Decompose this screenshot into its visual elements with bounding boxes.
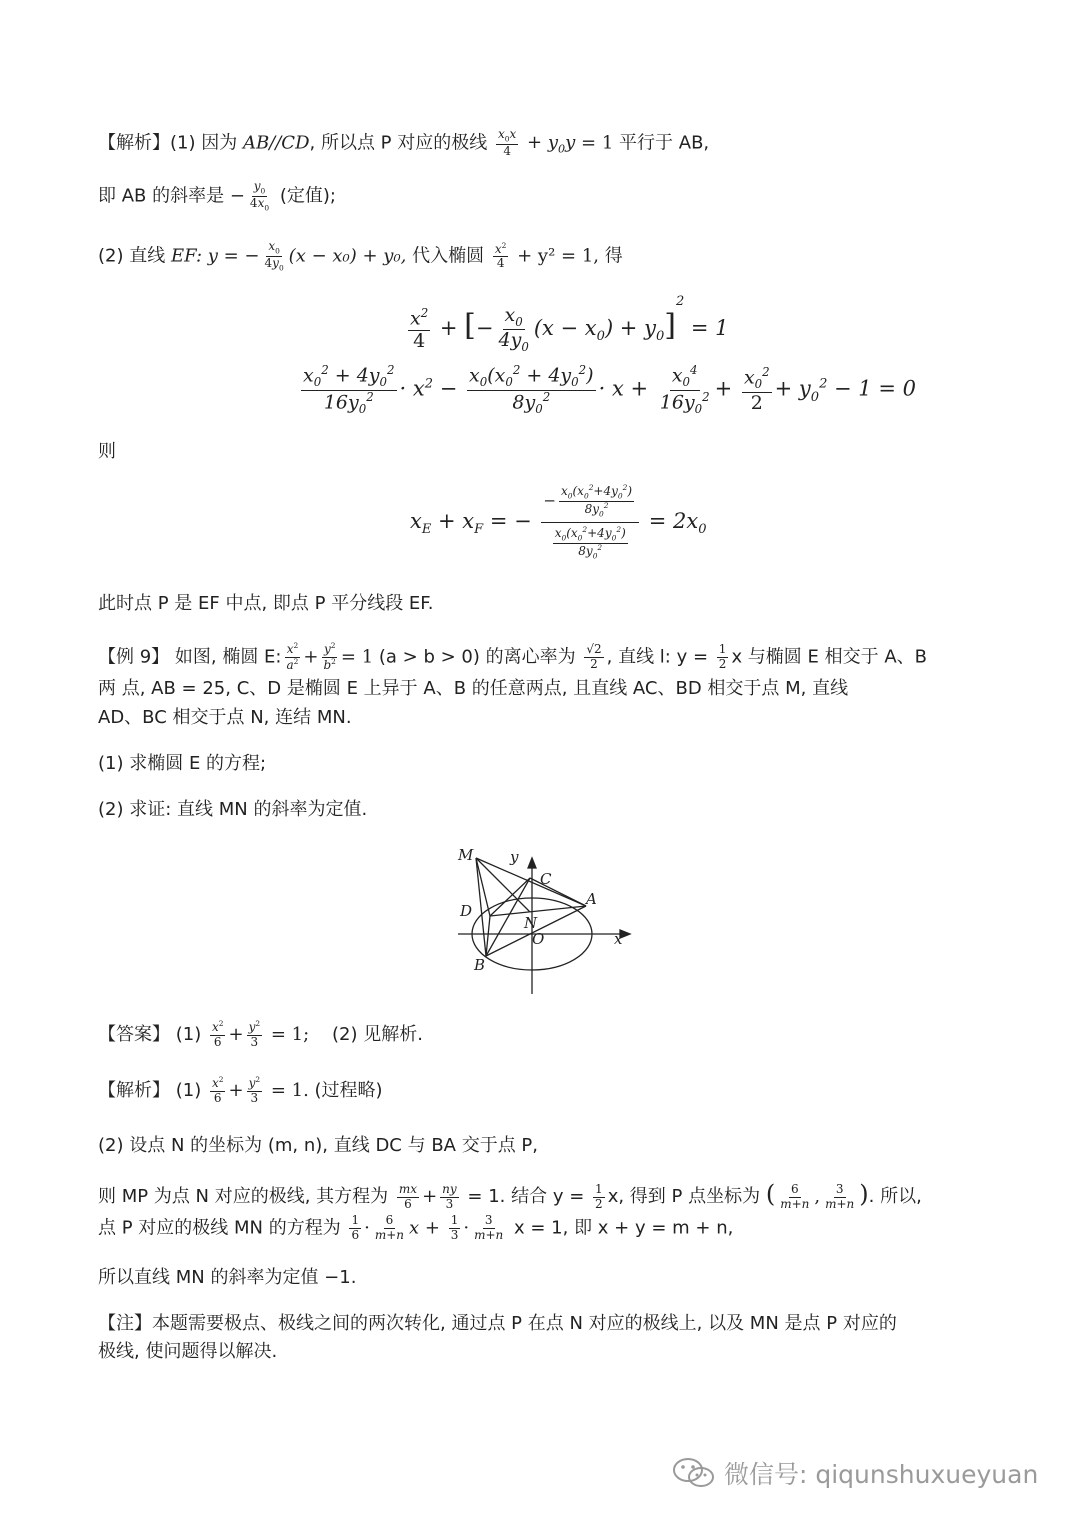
label-O: O bbox=[532, 930, 545, 948]
solution-line-1: 【解析】 (1) $\frac{x^2}{6}$ + $\frac{y^2}{3}$ = 1. (过程略) bbox=[98, 1075, 383, 1105]
ellipse-figure bbox=[440, 840, 640, 1000]
analysis-2-line-1: (2) 直线 EF: y = − $\frac{x_0}{4y_0}$ (x − x₀) + y₀, 代入椭圆 $\frac{x^2}{4}$ + y² = 1, 得 bbox=[98, 239, 623, 273]
answer-line: 【答案】 (1) $\frac{x^2}{6}$ + $\frac{y^2}{3}$ = 1; (2) 见解析. bbox=[98, 1019, 423, 1049]
equation-sum-roots: $x_E + x_F$ = − − $\frac{x_0(x_0^2+4y_0^2)}{8y_0^2}$ $\frac{x_0(x_0^2+4y_0^2)}{8y_0^2}$ = $2x_0$ bbox=[410, 483, 707, 561]
conclusion-midpoint: 此时点 P 是 EF 中点, 即点 P 平分线段 EF. bbox=[98, 593, 434, 614]
example-9-line-2: 两 点, AB = 25, C、D 是椭圆 E 上异于 A、B 的任意两点, 且直线 AC、BD 相交于点 M, 直线 bbox=[98, 678, 849, 699]
note-line-1: 【注】本题需要极点、极线之间的两次转化, 通过点 P 在点 N 对应的极线上, 以及 MN 是点 P 对应的 bbox=[98, 1313, 897, 1334]
label-D: D bbox=[460, 902, 473, 920]
solution-line-5: 所以直线 MN 的斜率为定值 −1. bbox=[98, 1267, 357, 1288]
then-label: 则 bbox=[98, 441, 116, 462]
label-N: N bbox=[524, 914, 538, 932]
question-1: (1) 求椭圆 E 的方程; bbox=[98, 753, 267, 774]
wechat-icon bbox=[672, 1456, 716, 1490]
question-2: (2) 求证: 直线 MN 的斜率为定值. bbox=[98, 799, 368, 820]
equation-quadratic: $\frac{x_0^2 + 4y_0^2}{16y_0^2}$ · $x^2$ − $\frac{x_0(x_0^2 + 4y_0^2)}{8y_0^2}$ · x + $\frac{x_0^4}{16y_0^2}$ + $\frac{x_0^2}{2}$ + $y_0^2 - 1 = 0$ bbox=[303, 363, 916, 416]
label-y: y bbox=[510, 848, 519, 866]
label-M: M bbox=[458, 846, 474, 864]
y-axis-arrow bbox=[528, 858, 536, 868]
label-C: C bbox=[540, 870, 552, 888]
analysis-1-line-1: 【解析】(1) 因为 AB//CD, 所以点 P 对应的极线 $\frac{x_0x}{4}$ + $y_0y = 1$ 平行于 AB, bbox=[98, 127, 710, 158]
equation-substituted: $\frac{x^2}{4}$ + [− $\frac{x_0}{4y_0}$ $(x - x_0) + y_0]^2 = 1$ bbox=[410, 294, 729, 354]
label-B: B bbox=[474, 956, 486, 974]
example-9-line-3: AD、BC 相交于点 N, 连结 MN. bbox=[98, 707, 352, 728]
solution-line-4: 点 P 对应的极线 MN 的方程为 $\frac{1}{6}$ · $\frac{6}{m+n}$ x + $\frac{1}{3}$ · $\frac{3}{m+n}$ x = 1, 即 x + y = m + n, bbox=[98, 1213, 734, 1242]
label-x: x bbox=[614, 930, 623, 948]
note-line-2: 极线, 使问题得以解决. bbox=[98, 1341, 278, 1362]
watermark-text: 微信号: qiqunshuxueyuan bbox=[724, 1460, 1039, 1489]
watermark bbox=[672, 1455, 1038, 1491]
analysis-1-line-2: 即 AB 的斜率是 − $\frac{y_0}{4x_0}$ (定值); bbox=[98, 179, 336, 213]
polar-fraction: $\frac{x_0x}{4}$ bbox=[498, 127, 517, 158]
solution-line-2: (2) 设点 N 的坐标为 (m, n), 直线 DC 与 BA 交于点 P, bbox=[98, 1135, 538, 1156]
example-9-line-1: 【例 9】 如图, 椭圆 E: $\frac{x^2}{a^2}$ + $\frac{y^2}{b^2}$ = 1 (a > b > 0) 的离心率为 $\frac{√2}{2}$ , 直线 l: y = $\frac{1}{2}$ x 与椭圆 E 相交于 A、B bbox=[98, 641, 928, 672]
solution-line-3: 则 MP 为点 N 对应的极线, 其方程为 $\frac{mx}{6}$ + $\frac{ny}{3}$ = 1. 结合 y = $\frac{1}{2}$ x, 得到 P 点坐标为 ( $\frac{6}{m+n}$ , $\frac{3}{m+n}$ ). 所以, bbox=[98, 1180, 922, 1211]
label-A: A bbox=[586, 890, 597, 908]
